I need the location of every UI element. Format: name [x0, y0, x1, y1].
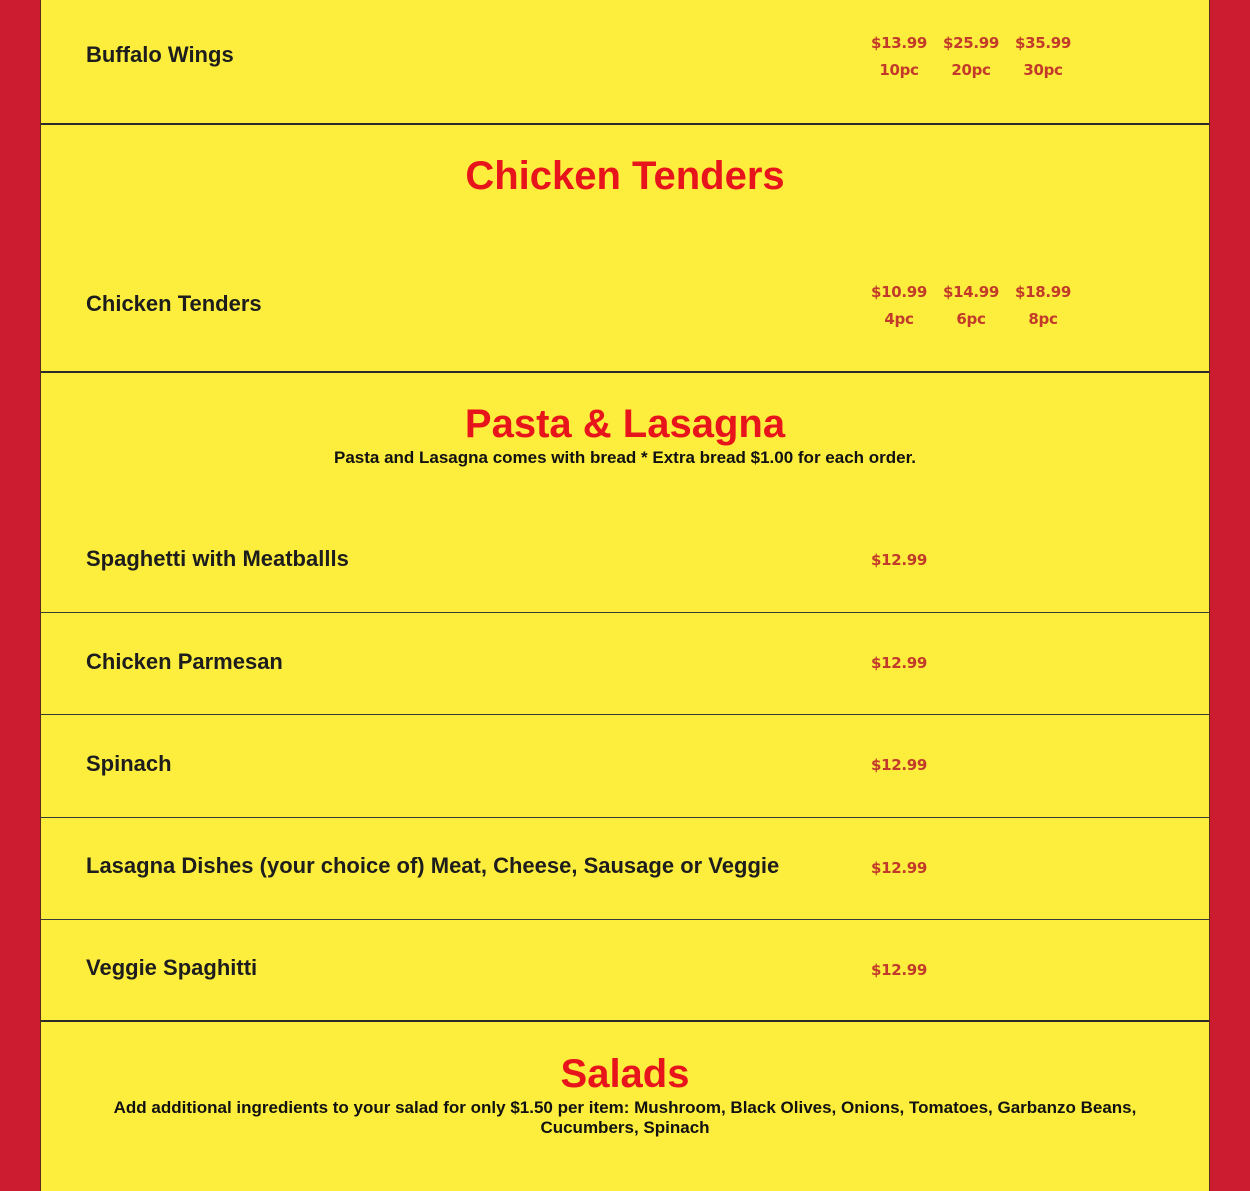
item-name: Buffalo Wings	[86, 42, 234, 67]
section-note-salads: Add additional ingredients to your salad for only $1.50 per item: Mushroom, Black Olives, Onions, Tomatoes, Garbanzo Beans, Cucumbers, Spinach	[113, 1098, 1137, 1137]
price-option	[864, 30, 934, 84]
price-value: $13.99	[870, 34, 928, 52]
item-name: Veggie Spaghitti	[86, 955, 258, 980]
price-size: 4pc	[884, 310, 914, 328]
item-name: Lasagna Dishes (your choice of) Meat, Cheese, Sausage or Veggie	[86, 853, 780, 878]
price-value: $12.99	[870, 756, 928, 774]
price-size: 30pc	[1023, 61, 1063, 79]
price-size: 6pc	[956, 310, 986, 328]
section-title-salads: Salads	[560, 1052, 690, 1096]
section-title-chicken-tenders: Chicken Tenders	[465, 154, 785, 198]
section-note-pasta: Pasta and Lasagna comes with bread * Extra bread $1.00 for each order.	[333, 448, 916, 467]
menu-item-row	[41, 920, 1209, 1021]
menu-item-row	[41, 250, 1209, 370]
item-name: Chicken Parmesan	[86, 649, 283, 674]
price-option	[864, 279, 934, 333]
menu-item-row	[41, 510, 1209, 612]
section-divider	[41, 371, 1209, 373]
menu-item-row	[41, 715, 1209, 817]
price-option	[936, 279, 1006, 333]
section-divider	[41, 123, 1209, 125]
price-value: $12.99	[870, 961, 928, 979]
item-name: Spinach	[86, 751, 172, 776]
price-option	[1008, 30, 1078, 84]
price-option	[936, 30, 1006, 84]
price-size: 8pc	[1028, 310, 1058, 328]
section-divider	[41, 1020, 1209, 1022]
menu-item-row	[41, 613, 1209, 714]
price-value: $12.99	[870, 859, 928, 877]
section-title-pasta-lasagna: Pasta & Lasagna	[464, 402, 786, 446]
price-value: $12.99	[870, 654, 928, 672]
price-value: $12.99	[870, 551, 928, 569]
menu-page	[40, 0, 1210, 1191]
price-value: $18.99	[1014, 283, 1072, 301]
menu-item-row	[41, 818, 1209, 919]
price-value: $10.99	[870, 283, 928, 301]
price-size: 20pc	[951, 61, 991, 79]
price-value: $14.99	[942, 283, 1000, 301]
menu-item-row	[41, 0, 1209, 124]
item-name: Chicken Tenders	[86, 291, 262, 316]
price-value: $25.99	[942, 34, 1000, 52]
price-size: 10pc	[879, 61, 919, 79]
item-name: Spaghetti with Meatballls	[86, 546, 349, 571]
price-option	[1008, 279, 1078, 333]
price-value: $35.99	[1014, 34, 1072, 52]
